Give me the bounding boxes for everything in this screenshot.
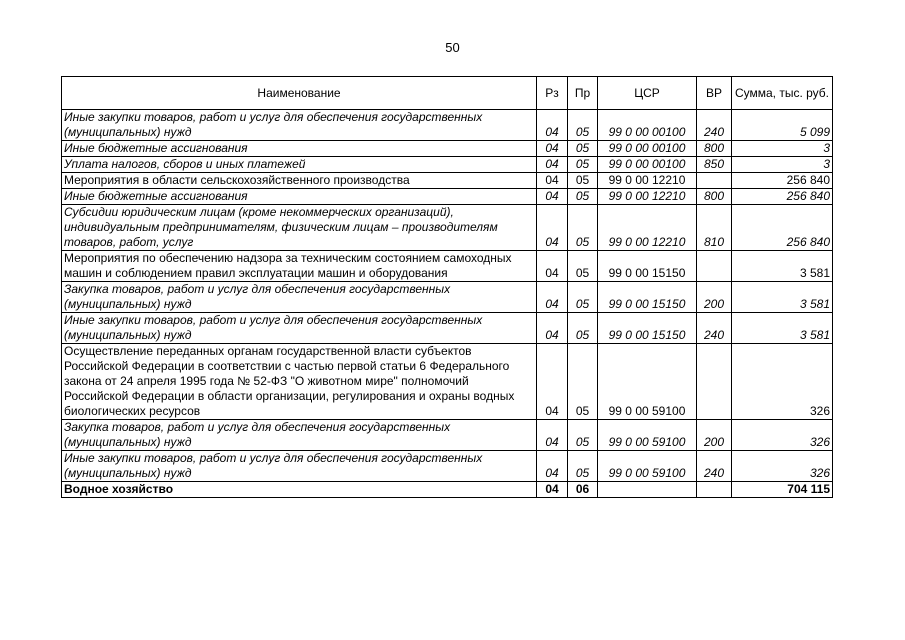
cell-csr: 99 0 00 59100 bbox=[598, 420, 697, 451]
cell-rz: 04 bbox=[537, 110, 568, 141]
table-header-row bbox=[62, 77, 833, 110]
cell-name: Иные бюджетные ассигнования bbox=[62, 189, 537, 205]
cell-csr: 99 0 00 12210 bbox=[598, 189, 697, 205]
cell-csr: 99 0 00 15150 bbox=[598, 313, 697, 344]
table-body bbox=[62, 110, 833, 498]
table-row bbox=[62, 157, 833, 173]
cell-sum: 256 840 bbox=[732, 173, 833, 189]
table-row bbox=[62, 344, 833, 420]
cell-name: Уплата налогов, сборов и иных платежей bbox=[62, 157, 537, 173]
header-rz: Рз bbox=[537, 77, 568, 110]
cell-csr bbox=[598, 482, 697, 498]
table-row bbox=[62, 251, 833, 282]
cell-vr: 800 bbox=[697, 141, 732, 157]
cell-pr: 05 bbox=[568, 451, 598, 482]
table-row bbox=[62, 205, 833, 251]
cell-sum: 3 bbox=[732, 141, 833, 157]
header-csr: ЦСР bbox=[598, 77, 697, 110]
cell-vr bbox=[697, 173, 732, 189]
cell-rz: 04 bbox=[537, 189, 568, 205]
budget-table bbox=[61, 76, 833, 498]
cell-pr: 05 bbox=[568, 344, 598, 420]
cell-sum: 256 840 bbox=[732, 205, 833, 251]
cell-vr bbox=[697, 251, 732, 282]
table-row bbox=[62, 110, 833, 141]
cell-pr: 05 bbox=[568, 313, 598, 344]
header-sum: Сумма, тыс. руб. bbox=[732, 77, 833, 110]
cell-name: Закупка товаров, работ и услуг для обеспечения государственных (муниципальных) нужд bbox=[62, 282, 537, 313]
cell-pr: 05 bbox=[568, 157, 598, 173]
cell-name: Мероприятия в области сельскохозяйственного производства bbox=[62, 173, 537, 189]
table-row bbox=[62, 141, 833, 157]
cell-csr: 99 0 00 15150 bbox=[598, 251, 697, 282]
header-vr: ВР bbox=[697, 77, 732, 110]
cell-csr: 99 0 00 12210 bbox=[598, 205, 697, 251]
cell-pr: 05 bbox=[568, 110, 598, 141]
cell-vr: 810 bbox=[697, 205, 732, 251]
cell-vr: 200 bbox=[697, 282, 732, 313]
header-pr: Пр bbox=[568, 77, 598, 110]
cell-csr: 99 0 00 00100 bbox=[598, 157, 697, 173]
cell-name: Водное хозяйство bbox=[62, 482, 537, 498]
cell-name: Субсидии юридическим лицам (кроме некоммерческих организаций), индивидуальным предпринимателям, физическим лицам – производителям товаров, работ, услуг bbox=[62, 205, 537, 251]
cell-name: Осуществление переданных органам государственной власти субъектов Российской Федерации в соответствии с частью первой статьи 6 Федерального закона от 24 апреля 1995 года № 52-ФЗ "О животном мире" полномочий Российской Федерации в области организации, регулирования и охраны водных биологических ресурсов bbox=[62, 344, 537, 420]
cell-rz: 04 bbox=[537, 251, 568, 282]
cell-pr: 06 bbox=[568, 482, 598, 498]
cell-sum: 326 bbox=[732, 420, 833, 451]
cell-name: Иные бюджетные ассигнования bbox=[62, 141, 537, 157]
cell-vr: 850 bbox=[697, 157, 732, 173]
cell-rz: 04 bbox=[537, 157, 568, 173]
cell-vr bbox=[697, 482, 732, 498]
cell-csr: 99 0 00 59100 bbox=[598, 344, 697, 420]
cell-vr: 200 bbox=[697, 420, 732, 451]
cell-rz: 04 bbox=[537, 344, 568, 420]
cell-rz: 04 bbox=[537, 313, 568, 344]
cell-csr: 99 0 00 12210 bbox=[598, 173, 697, 189]
cell-pr: 05 bbox=[568, 420, 598, 451]
cell-vr bbox=[697, 344, 732, 420]
table-row bbox=[62, 482, 833, 498]
cell-rz: 04 bbox=[537, 141, 568, 157]
cell-pr: 05 bbox=[568, 141, 598, 157]
cell-sum: 3 bbox=[732, 157, 833, 173]
table-row bbox=[62, 313, 833, 344]
cell-pr: 05 bbox=[568, 205, 598, 251]
cell-rz: 04 bbox=[537, 482, 568, 498]
header-name: Наименование bbox=[62, 77, 537, 110]
cell-sum: 326 bbox=[732, 344, 833, 420]
page-number: 50 bbox=[445, 40, 460, 55]
cell-vr: 240 bbox=[697, 110, 732, 141]
cell-pr: 05 bbox=[568, 189, 598, 205]
cell-pr: 05 bbox=[568, 282, 598, 313]
cell-name: Иные закупки товаров, работ и услуг для обеспечения государственных (муниципальных) нужд bbox=[62, 110, 537, 141]
cell-sum: 3 581 bbox=[732, 251, 833, 282]
table-row bbox=[62, 173, 833, 189]
cell-rz: 04 bbox=[537, 282, 568, 313]
cell-sum: 256 840 bbox=[732, 189, 833, 205]
table-row bbox=[62, 451, 833, 482]
cell-name: Закупка товаров, работ и услуг для обеспечения государственных (муниципальных) нужд bbox=[62, 420, 537, 451]
cell-sum: 3 581 bbox=[732, 282, 833, 313]
cell-name: Иные закупки товаров, работ и услуг для обеспечения государственных (муниципальных) нужд bbox=[62, 451, 537, 482]
cell-sum: 326 bbox=[732, 451, 833, 482]
cell-pr: 05 bbox=[568, 173, 598, 189]
cell-csr: 99 0 00 00100 bbox=[598, 110, 697, 141]
cell-csr: 99 0 00 00100 bbox=[598, 141, 697, 157]
table-row bbox=[62, 282, 833, 313]
table-row bbox=[62, 189, 833, 205]
cell-vr: 240 bbox=[697, 451, 732, 482]
cell-rz: 04 bbox=[537, 420, 568, 451]
cell-csr: 99 0 00 15150 bbox=[598, 282, 697, 313]
cell-vr: 800 bbox=[697, 189, 732, 205]
cell-name: Иные закупки товаров, работ и услуг для обеспечения государственных (муниципальных) нужд bbox=[62, 313, 537, 344]
table-row bbox=[62, 420, 833, 451]
cell-pr: 05 bbox=[568, 251, 598, 282]
cell-rz: 04 bbox=[537, 173, 568, 189]
cell-sum: 5 099 bbox=[732, 110, 833, 141]
cell-rz: 04 bbox=[537, 205, 568, 251]
cell-rz: 04 bbox=[537, 451, 568, 482]
cell-sum: 704 115 bbox=[732, 482, 833, 498]
cell-csr: 99 0 00 59100 bbox=[598, 451, 697, 482]
cell-sum: 3 581 bbox=[732, 313, 833, 344]
cell-name: Мероприятия по обеспечению надзора за техническим состоянием самоходных машин и соблюдением правил эксплуатации машин и оборудования bbox=[62, 251, 537, 282]
cell-vr: 240 bbox=[697, 313, 732, 344]
